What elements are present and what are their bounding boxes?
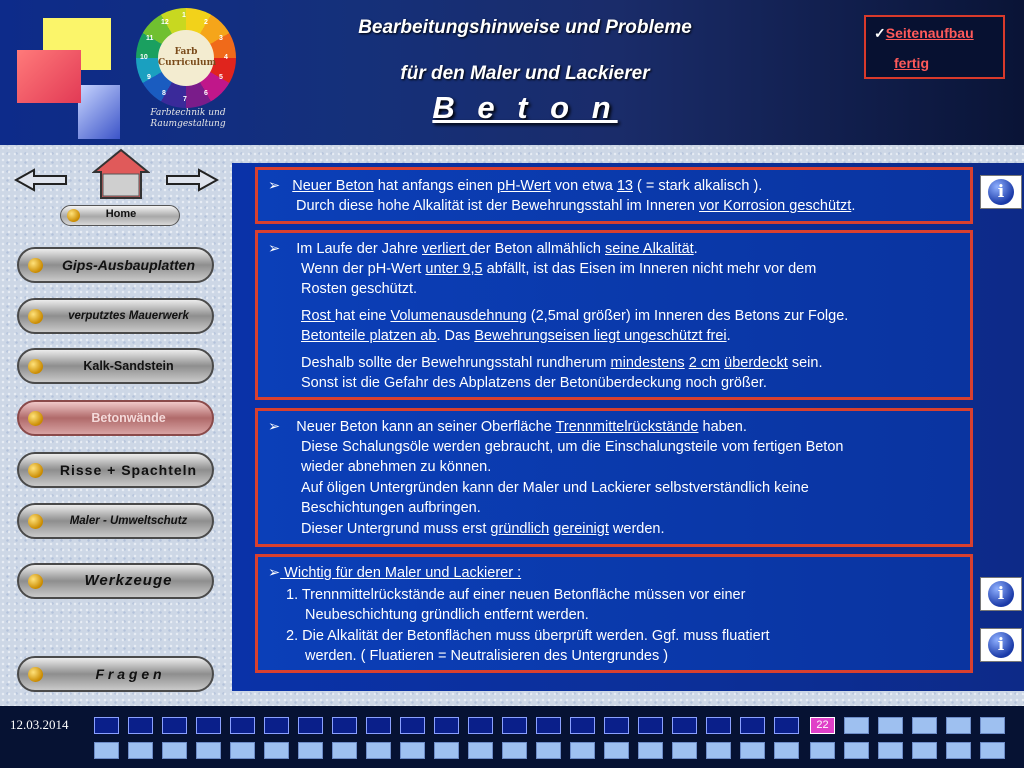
text: werden. — [608, 521, 665, 537]
link-volumenausdehnung[interactable]: Volumenausdehnung — [390, 308, 527, 324]
text: von etwa — [550, 178, 617, 194]
text: ( = stark alkalisch ). — [632, 178, 763, 194]
wheel-number: 3 — [219, 35, 223, 42]
page-link[interactable] — [298, 717, 323, 734]
info-icon: i — [988, 581, 1014, 607]
link-ph-wert[interactable]: pH-Wert — [497, 178, 551, 194]
page-link[interactable] — [128, 717, 153, 734]
nav-verputztes-mauerwerk[interactable] — [17, 298, 214, 334]
page-link[interactable] — [230, 742, 255, 759]
link-vor-korrosion-geschuetzt[interactable]: vor Korrosion geschützt — [699, 198, 852, 214]
info-box-trennmittel — [255, 408, 973, 547]
nav-label: Betonwände — [91, 411, 166, 425]
page-link[interactable] — [706, 742, 731, 759]
page-link[interactable] — [878, 717, 903, 734]
page-link[interactable] — [332, 742, 357, 759]
page-link[interactable] — [162, 742, 187, 759]
wheel-center-line2: Curriculum — [158, 58, 217, 68]
page-link[interactable] — [94, 717, 119, 734]
page-link[interactable] — [502, 742, 527, 759]
wheel-center — [158, 30, 217, 86]
bullet-dot-icon — [28, 574, 43, 589]
logo-square-red — [17, 50, 81, 103]
page-link[interactable] — [366, 717, 391, 734]
page-link[interactable] — [638, 717, 663, 734]
status-box — [864, 15, 1005, 79]
nav-fragen[interactable] — [17, 656, 214, 692]
wheel-number: 10 — [140, 54, 148, 61]
nav-label: Gips-Ausbauplatten — [61, 257, 195, 273]
text: . — [851, 198, 856, 214]
link-bewehrungseisen-frei[interactable]: Bewehrungseisen liegt ungeschützt frei — [474, 328, 727, 344]
info-icon: i — [988, 632, 1014, 658]
footer-date: 12.03.2014 — [10, 717, 69, 732]
box4-line4: werden. ( Fluatieren = Neutralisieren des Untergrundes ) — [305, 648, 669, 664]
text: Deshalb sollte der Bewehrungsstahl rundherum — [301, 355, 611, 371]
bullet-dot-icon — [28, 514, 43, 529]
bullet-dot-icon — [28, 463, 43, 478]
link-rost[interactable]: Rost — [301, 308, 335, 324]
box4-line3: 2. Die Alkalität der Betonflächen muss überprüft werden. Ggf. muss fluatiert — [286, 628, 770, 644]
link-ueberdeckt[interactable]: überdeckt — [724, 355, 788, 371]
page-link[interactable] — [946, 717, 971, 734]
text: . — [693, 241, 698, 257]
link-2-cm[interactable]: 2 cm — [688, 355, 721, 371]
wheel-number: 1 — [182, 12, 186, 19]
box1-line1 — [268, 176, 762, 196]
page-link[interactable] — [434, 742, 459, 759]
page-link[interactable] — [980, 742, 1005, 759]
page-link[interactable] — [468, 717, 493, 734]
box3-line4: Auf öligen Untergründen kann der Maler und Lackierer selbstverständlich keine — [301, 480, 809, 496]
text: hat anfangs einen — [373, 178, 498, 194]
link-neuer-beton[interactable]: Neuer Beton — [292, 178, 374, 194]
home-button[interactable] — [60, 205, 180, 226]
page-link[interactable] — [912, 742, 937, 759]
back-arrow-icon[interactable] — [14, 168, 68, 192]
box2-line6 — [301, 353, 823, 373]
page-link[interactable] — [912, 717, 937, 734]
nav-label: verputztes Mauerwerk — [68, 310, 189, 322]
wheel-center-line1: Farb — [174, 47, 198, 57]
page-link[interactable] — [810, 742, 835, 759]
link-wichtig[interactable]: Wichtig für den Maler und Lackierer : — [280, 565, 522, 581]
nav-risse-spachteln[interactable] — [17, 452, 214, 488]
link-betonteile-platzen-ab[interactable]: Betonteile platzen ab — [301, 328, 437, 344]
page-link[interactable] — [196, 742, 221, 759]
bullet-arrow-icon: ➢ — [268, 419, 281, 435]
check-icon: ✓ — [874, 25, 886, 41]
wheel-number: 7 — [183, 96, 187, 103]
bullet-dot-icon — [28, 667, 43, 682]
info-box-neuer-beton — [255, 167, 973, 224]
page-link[interactable] — [706, 717, 731, 734]
nav-label: Risse + Spachteln — [59, 462, 198, 478]
link-13[interactable]: 13 — [616, 178, 633, 194]
page-link[interactable] — [672, 742, 697, 759]
info-button-2[interactable] — [980, 577, 1022, 611]
box2-line2 — [301, 259, 816, 279]
box3-line2: Diese Schalungsöle werden gebraucht, um die Einschalungsteile vom fertigen Beton — [301, 439, 844, 455]
page-link[interactable] — [298, 742, 323, 759]
page-link[interactable] — [536, 742, 561, 759]
box2-line3: Rosten geschützt. — [301, 281, 418, 297]
box4-line2: Neubeschichtung gründlich entfernt werden. — [305, 607, 589, 623]
text: Im Laufe der Jahre — [296, 241, 423, 257]
text: Neuer Beton kann an seiner Oberfläche — [296, 419, 556, 435]
status-link-fertig[interactable]: fertig — [894, 55, 929, 71]
nav-label: Maler - Umweltschutz — [69, 515, 188, 527]
page-link[interactable] — [230, 717, 255, 734]
bullet-arrow-icon: ➢ — [268, 565, 281, 581]
nav-kalk-sandstein[interactable] — [17, 348, 214, 384]
page-link[interactable] — [844, 717, 869, 734]
page-title-line1: Bearbeitungshinweise und Probleme — [358, 17, 692, 38]
home-button-label: Home — [105, 208, 137, 220]
link-seine-alkalitaet[interactable]: seine Alkalität — [605, 241, 694, 257]
page-link[interactable] — [604, 717, 629, 734]
nav-gips-ausbauplatten[interactable] — [17, 247, 214, 283]
box3-line5: Beschichtungen aufbringen. — [301, 500, 481, 516]
page-link[interactable] — [570, 717, 595, 734]
link-trennmittelrueckstaende[interactable]: Trennmittelrückstände — [555, 419, 699, 435]
text: . — [726, 328, 731, 344]
current-page-indicator[interactable]: 22 — [810, 717, 835, 734]
text: Wenn der pH-Wert — [301, 261, 426, 277]
wheel-number: 12 — [161, 19, 169, 26]
logo-square-blue — [78, 85, 120, 139]
box3-line1 — [268, 417, 747, 437]
box4-line1: 1. Trennmittelrückstände auf einer neuen Betonfläche müssen vor einer — [286, 587, 746, 603]
wheel-number: 9 — [147, 74, 151, 81]
forward-arrow-icon[interactable] — [165, 168, 219, 192]
header — [0, 0, 1024, 145]
bullet-dot-icon — [28, 258, 43, 273]
page-link[interactable] — [502, 717, 527, 734]
page-link[interactable] — [94, 742, 119, 759]
status-link-seitenaufbau[interactable]: Seitenaufbau — [885, 25, 974, 41]
bullet-arrow-icon: ➢ — [268, 178, 281, 194]
text: abfällt, ist das Eisen im Inneren nicht mehr vor dem — [482, 261, 817, 277]
logo-caption-line2: Raumgestaltung — [150, 119, 226, 129]
page-link[interactable] — [468, 742, 493, 759]
info-box-wichtig — [255, 554, 973, 673]
box1-line2 — [296, 196, 855, 216]
page-link[interactable] — [434, 717, 459, 734]
page-link[interactable] — [774, 742, 799, 759]
page-link[interactable] — [332, 717, 357, 734]
text: Dieser Untergrund muss erst — [301, 521, 491, 537]
nav-maler-umweltschutz[interactable] — [17, 503, 214, 539]
page-link[interactable] — [844, 742, 869, 759]
page-link[interactable] — [366, 742, 391, 759]
page-link[interactable] — [196, 717, 221, 734]
page-link[interactable] — [740, 742, 765, 759]
link-unter-9-5[interactable]: unter 9,5 — [425, 261, 483, 277]
page-link[interactable] — [878, 742, 903, 759]
link-gruendlich[interactable]: gründlich — [490, 521, 550, 537]
box2-line7: Sonst ist die Gefahr des Abplatzens der Betonüberdeckung noch größer. — [301, 375, 767, 391]
page-link[interactable] — [264, 742, 289, 759]
nav-werkzeuge[interactable] — [17, 563, 214, 599]
box4-heading — [268, 563, 521, 583]
box2-line4 — [301, 306, 848, 326]
text: . Das — [436, 328, 475, 344]
wheel-number: 2 — [204, 19, 208, 26]
box3-line3: wieder abnehmen zu können. — [301, 459, 492, 475]
bullet-dot-icon — [28, 411, 43, 426]
color-wheel-logo — [136, 8, 236, 108]
logo-caption-line1: Farbtechnik und — [150, 108, 226, 118]
wheel-number: 5 — [219, 74, 223, 81]
page-link[interactable] — [400, 742, 425, 759]
text: (2,5mal größer) im Inneren des Betons zur Folge. — [526, 308, 849, 324]
text: sein. — [787, 355, 823, 371]
page-link[interactable] — [980, 717, 1005, 734]
page-link[interactable] — [774, 717, 799, 734]
nav-label: F r a g e n — [95, 666, 162, 682]
text: hat eine — [334, 308, 391, 324]
page-link[interactable] — [946, 742, 971, 759]
bullet-dot-icon — [28, 359, 43, 374]
page-link[interactable] — [570, 742, 595, 759]
nav-label: Werkzeuge — [84, 572, 173, 589]
page-link[interactable] — [604, 742, 629, 759]
page-link[interactable] — [638, 742, 663, 759]
info-button-3[interactable] — [980, 628, 1022, 662]
link-mindestens[interactable]: mindestens — [610, 355, 685, 371]
page-link[interactable] — [162, 717, 187, 734]
info-box-alkalitaet — [255, 230, 973, 400]
page-link[interactable] — [400, 717, 425, 734]
wheel-number: 6 — [204, 90, 208, 97]
logo-caption — [140, 108, 236, 130]
wheel-number: 4 — [224, 54, 228, 61]
status-line1 — [874, 25, 974, 42]
text: Durch diese hohe Alkalität ist der Bewehrungsstahl im Inneren — [296, 198, 699, 214]
text: haben. — [698, 419, 747, 435]
bullet-dot-icon — [28, 309, 43, 324]
page-subject: B e t o n — [432, 90, 618, 125]
wheel-number: 8 — [162, 90, 166, 97]
info-button-1[interactable] — [980, 175, 1022, 209]
info-icon: i — [988, 179, 1014, 205]
page-link[interactable] — [264, 717, 289, 734]
wheel-number: 11 — [146, 35, 154, 42]
nav-betonwaende[interactable] — [17, 400, 214, 436]
page-title-line2: für den Maler und Lackierer — [400, 63, 650, 84]
link-gereinigt[interactable]: gereinigt — [553, 521, 609, 537]
box2-line5 — [301, 326, 731, 346]
page-link[interactable] — [740, 717, 765, 734]
page-link[interactable] — [672, 717, 697, 734]
link-verliert[interactable]: verliert — [422, 241, 470, 257]
box3-line6 — [301, 519, 665, 539]
page-link[interactable] — [128, 742, 153, 759]
box2-line1 — [268, 239, 698, 259]
bullet-arrow-icon: ➢ — [268, 241, 281, 257]
home-house-icon[interactable] — [92, 148, 150, 200]
text: der Beton allmählich — [469, 241, 605, 257]
page-link[interactable] — [536, 717, 561, 734]
nav-label: Kalk-Sandstein — [83, 359, 174, 373]
